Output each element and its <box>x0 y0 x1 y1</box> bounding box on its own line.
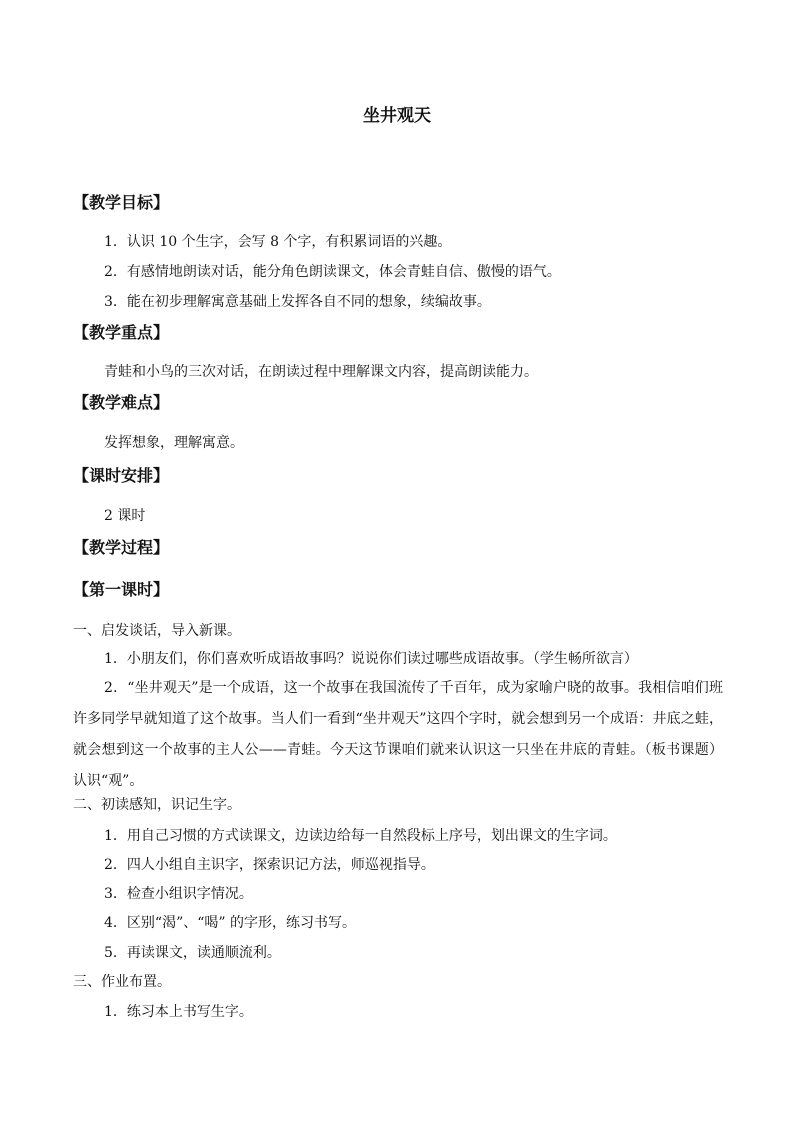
objectives-heading: 【教学目标】 <box>73 193 170 212</box>
section-2-item-5: 5．再读课文，读通顺流利。 <box>104 945 281 961</box>
schedule-heading: 【课时安排】 <box>73 466 170 485</box>
section-2-title: 二、初读感知，识记生字。 <box>73 797 241 813</box>
key-points-text: 青蛙和小鸟的三次对话，在朗读过程中理解课文内容，提高朗读能力。 <box>104 364 538 380</box>
section-2-item-3: 3．检查小组识字情况。 <box>104 886 253 902</box>
page-title: 坐井观天 <box>363 106 431 126</box>
section-1-title: 一、启发谈话，导入新课。 <box>73 623 241 639</box>
difficulties-text: 发挥想象，理解寓意。 <box>104 435 244 451</box>
schedule-text: 2 课时 <box>104 508 146 524</box>
difficulties-heading: 【教学难点】 <box>73 393 170 412</box>
section-3-title: 三、作业布置。 <box>73 974 171 990</box>
first-lesson-heading: 【第一课时】 <box>73 580 170 599</box>
objective-item-3: 3．能在初步理解寓意基础上发挥各自不同的想象，续编故事。 <box>104 294 491 310</box>
section-2-item-4: 4．区别“渴”、“喝” 的字形，练习书写。 <box>104 915 356 931</box>
section-2-item-2: 2．四人小组自主识字，探索识记方法，师巡视指导。 <box>104 857 435 873</box>
section-3-item-1: 1．练习本上书写生字。 <box>104 1004 253 1020</box>
objective-item-2: 2．有感情地朗读对话，能分角色朗读课文，体会青蛙自信、傲慢的语气。 <box>104 264 561 280</box>
objective-item-1: 1．认识 10 个生字，会写 8 个字，有积累词语的兴趣。 <box>104 234 452 250</box>
key-points-heading: 【教学重点】 <box>73 323 170 342</box>
process-heading: 【教学过程】 <box>73 538 170 557</box>
section-1-item-1: 1．小朋友们，你们喜欢听成语故事吗？说说你们读过哪些成语故事。（学生畅所欲言） <box>104 651 638 667</box>
section-2-item-1: 1．用自己习惯的方式读课文，边读边给每一自然段标上序号，划出课文的生字词。 <box>104 828 617 844</box>
section-1-item-2: 2．“坐井观天”是一个成语，这一个故事在我国流传了千百年，成为家喻户晓的故事。我相信咱们班许多同学早就知道了这个故事。当人们一看到“坐井观天”这四个字时，就会想到另一个成语：井底之蛙，就会想到这一个故事的主人公——青蛙。今天这节课咱们就来认识这一只坐在井底的青蛙。（板书课题）认识“观”。 <box>73 680 723 789</box>
